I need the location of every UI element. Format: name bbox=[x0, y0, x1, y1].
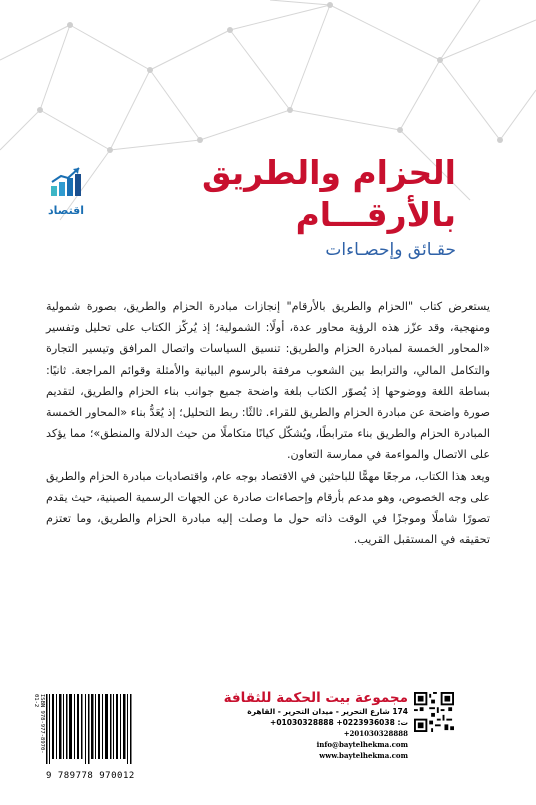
title-line-2: بالأرقـــام bbox=[295, 195, 456, 234]
book-title bbox=[96, 152, 456, 236]
isbn-vertical-label: ISBN 978-977-8970-01-2 bbox=[33, 694, 45, 754]
blurb-paragraph-1: يستعرض كتاب "الحزام والطريق بالأرقام" إنجازات مبادرة الحزام والطريق، بصورة شمولية ومنهجية، وقد عزّز هذه الرؤية محاور عدة، أولًا: الشمولية؛ إذ يُركّز الكتاب على تحليل وتفسير «المحاور الخمسة لمبادرة الحزام والطريق: تنسيق السياسات واتصال المرافق وتيسير التجارة والتكامل المالي، والترابط بين الشعوب مرفقة بالرسوم البيانية والأمثلة وقوائم المراجعة. ثانيًا: بساطة اللغة ووضوحها إذ يُصوّر الكتاب بلغة واضحة جميع جوانب بناء الحزام والطريق، لتقديم صورة واضحة عن مبادرة الحزام والطريق للقراء. ثالثًا: ربط التحليل؛ إذ يُعَدُّ بناء «المحاور الخمسة المبادرة الحزام والطريق بناء مترابطًا، ويُشكّل كيانًا متكاملًا من حيث الدلالة والمنطق»؛ مما يؤكد على الاتصال والمواءمة في ممارسة التعاون. bbox=[46, 300, 490, 462]
publisher-info bbox=[208, 690, 408, 761]
economy-series-logo bbox=[40, 166, 92, 220]
series-label: اقتصاد bbox=[47, 204, 85, 217]
publisher-phone-2: +201030328888 bbox=[343, 729, 408, 738]
publisher-website: www.baytelhekma.com bbox=[319, 751, 408, 760]
publisher-email: info@baytelhekma.com bbox=[316, 740, 408, 749]
blurb-paragraph-2: ويعد هذا الكتاب، مرجعًا مهمًّا للباحثين في الاقتصاد بوجه عام، واقتصاديات مبادرة الحزام والطريق على وجه الخصوص، وهو مدعم بأرقام وإحصاءات صادرة عن الجهات الرسمية الصينية، حيث يقدم تصورًا شاملًا وموجزًا في الوقت ذاته حول ما وصلت إليه مبادرة الحزام والطريق، وما تعتزم تحقيقه في المستقبل القريب. bbox=[46, 469, 490, 547]
qr-code-icon bbox=[414, 692, 454, 732]
bar-chart-icon bbox=[49, 166, 83, 198]
publisher-phones: ت: 0223936038+ 01030328888+ bbox=[270, 718, 408, 727]
publisher-address: 174 شارع التحرير - ميدان التحرير - القاهرة bbox=[247, 707, 408, 716]
barcode-number: 9 789778 970012 bbox=[46, 771, 135, 781]
publisher-name: مجموعة بيت الحكمة للثقافة bbox=[223, 690, 408, 706]
book-subtitle: حقـائق وإحصـاءات bbox=[325, 240, 456, 260]
title-line-1: الحزام والطريق bbox=[201, 153, 456, 192]
blurb-text bbox=[46, 296, 490, 550]
